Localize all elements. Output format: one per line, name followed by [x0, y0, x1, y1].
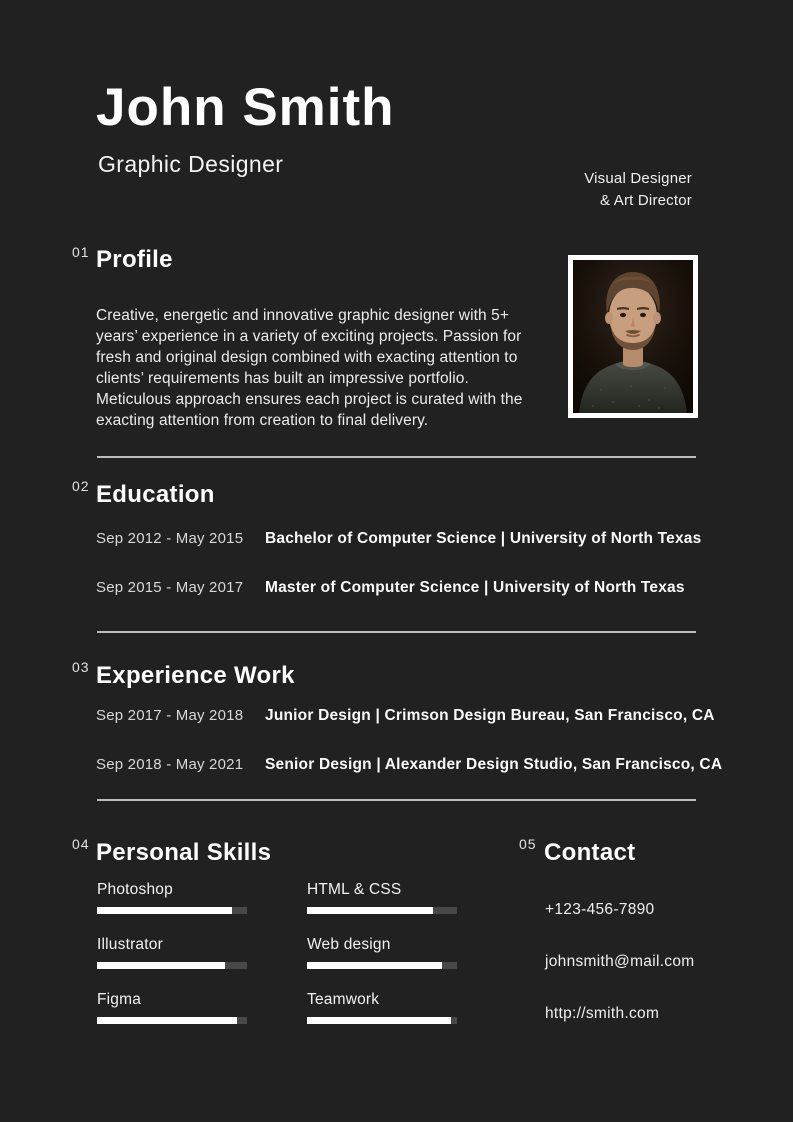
section-number-experience: 03 — [72, 659, 90, 675]
section-divider — [97, 799, 696, 801]
experience-role: Junior Design | Crimson Design Bureau, San Francisco, CA — [265, 707, 715, 724]
contact-phone: +123-456-7890 — [545, 901, 655, 918]
contact-email: johnsmith@mail.com — [545, 953, 695, 970]
experience-dates: Sep 2017 - May 2018 — [96, 707, 244, 724]
tagline-line-1: Visual Designer — [584, 170, 692, 187]
skill-progress-fill — [307, 962, 442, 969]
section-divider — [97, 456, 696, 458]
experience-row — [96, 707, 722, 725]
experience-row — [96, 756, 722, 774]
experience-role: Senior Design | Alexander Design Studio, San Francisco, CA — [265, 756, 723, 773]
education-degree: Bachelor of Computer Science | University of North Texas — [265, 530, 702, 547]
skill-progress-fill — [307, 907, 433, 914]
skill-item — [307, 936, 459, 969]
skill-label: Teamwork — [307, 991, 380, 1008]
education-row — [96, 579, 701, 597]
skill-item — [97, 881, 249, 914]
skill-label: Figma — [97, 991, 142, 1008]
skill-item — [307, 991, 459, 1024]
skill-progress-bar — [307, 1017, 457, 1024]
experience-dates: Sep 2018 - May 2021 — [96, 756, 244, 773]
skill-item — [307, 881, 459, 914]
skill-progress-bar — [307, 962, 457, 969]
profile-photo — [568, 255, 698, 418]
contact-list — [545, 901, 694, 1057]
skill-label: Illustrator — [97, 936, 163, 953]
skill-progress-bar — [97, 907, 247, 914]
skill-progress-fill — [97, 962, 225, 969]
skill-item — [97, 991, 249, 1024]
skill-label: Web design — [307, 936, 391, 953]
section-divider — [97, 631, 696, 633]
skill-progress-fill — [97, 907, 232, 914]
section-number-contact: 05 — [519, 836, 537, 852]
section-title-experience: Experience Work — [96, 662, 295, 689]
portrait-illustration — [573, 260, 693, 413]
section-title-education: Education — [96, 481, 215, 508]
skill-progress-bar — [97, 1017, 247, 1024]
experience-list — [96, 707, 722, 805]
education-dates: Sep 2012 - May 2015 — [96, 530, 244, 547]
skill-progress-fill — [307, 1017, 451, 1024]
tagline-line-2: & Art Director — [600, 191, 692, 209]
section-number-education: 02 — [72, 478, 90, 494]
section-title-skills: Personal Skills — [96, 839, 272, 866]
skills-column-left — [97, 881, 249, 1046]
person-name: John Smith — [96, 78, 395, 137]
education-degree: Master of Computer Science | University of North Texas — [265, 579, 685, 596]
skills-column-right — [307, 881, 459, 1046]
skill-progress-bar — [307, 907, 457, 914]
contact-website: http://smith.com — [545, 1005, 660, 1022]
tagline — [584, 168, 692, 211]
section-number-profile: 01 — [72, 244, 90, 260]
education-dates: Sep 2015 - May 2017 — [96, 579, 244, 596]
job-title: Graphic Designer — [98, 151, 284, 177]
education-list — [96, 530, 701, 628]
profile-summary: Creative, energetic and innovative graphic designer with 5+ years’ experience in a variety of exciting projects. Passion for fresh and original design combined with exacting attention to clients’ requirements has built an impressive portfolio. Meticulous approach ensures each project is curated with the exacting attention from creation to final delivery. — [96, 306, 523, 429]
section-number-skills: 04 — [72, 836, 90, 852]
education-row — [96, 530, 701, 548]
section-title-contact: Contact — [544, 839, 636, 866]
skill-label: HTML & CSS — [307, 881, 402, 898]
skill-progress-fill — [97, 1017, 237, 1024]
skill-item — [97, 936, 249, 969]
section-title-profile: Profile — [96, 246, 173, 273]
skill-progress-bar — [97, 962, 247, 969]
skill-label: Photoshop — [97, 881, 173, 898]
